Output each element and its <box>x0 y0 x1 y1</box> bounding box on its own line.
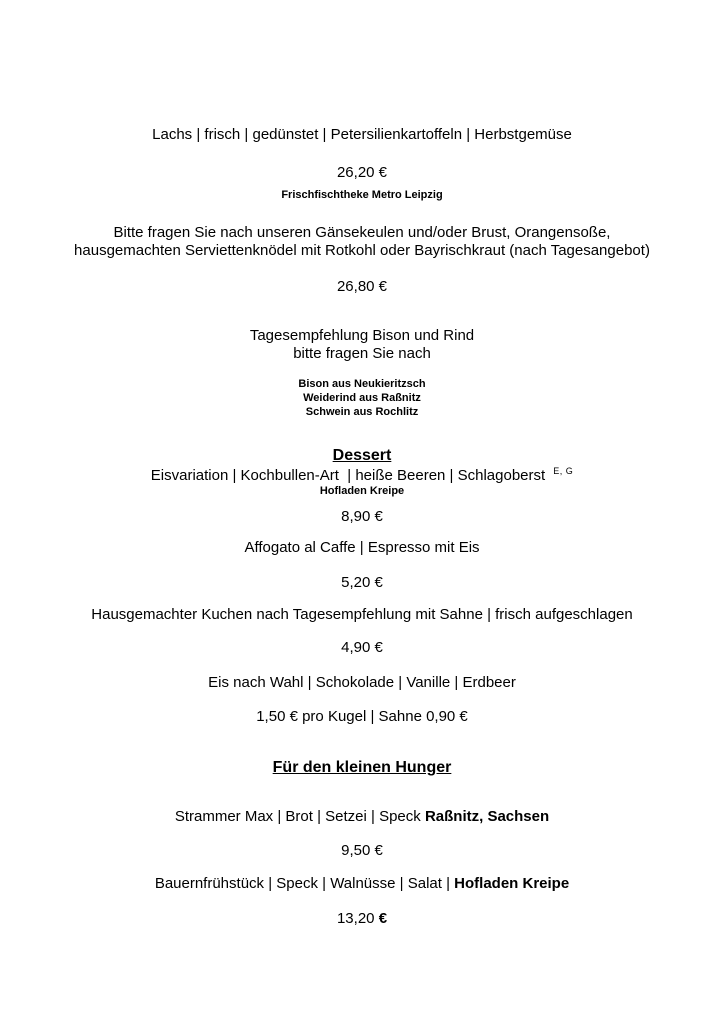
price-kuchen: 4,90 € <box>341 639 383 656</box>
price-lachs: 26,20 € <box>336 164 388 181</box>
dish-line-eisvariation <box>0 468 724 484</box>
dish-text: Strammer Max | Brot | Setzei | Speck <box>174 808 421 825</box>
dish-line-gaensekeulen <box>0 224 724 260</box>
dish-text-line2: hausgemachten Serviettenknödel mit Rotkohl oder Bayrischkraut (nach Tagesangebot) <box>74 242 650 259</box>
dish-text-bold: Raßnitz, Sachsen <box>424 808 550 825</box>
provenance-text-line3: Schwein aus Rochlitz <box>305 406 419 418</box>
price-eisvariation: 8,90 € <box>341 508 383 525</box>
dish-line-lachs: Lachs | frisch | gedünstet | Petersilienkartoffeln | Herbstgemüse <box>152 126 572 143</box>
dish-line-affogato: Affogato al Caffe | Espresso mit Eis <box>244 539 480 556</box>
price-gaensekeulen: 26,80 € <box>336 278 388 295</box>
dish-text-line1: Bitte fragen Sie nach unseren Gänsekeulen und/oder Brust, Orangensoße, <box>113 224 611 241</box>
dish-line-tagesempfehlung <box>0 327 724 363</box>
section-heading-kleiner-hunger: Für den kleinen Hunger <box>272 759 452 776</box>
dish-text-line1: Tagesempfehlung Bison und Rind <box>249 327 475 344</box>
dish-line-kuchen: Hausgemachter Kuchen nach Tagesempfehlung mit Sahne | frisch aufgeschlagen <box>91 606 633 623</box>
dish-line-eis: Eis nach Wahl | Schokolade | Vanille | Erdbeer <box>208 674 516 691</box>
section-heading-dessert: Dessert <box>332 447 392 464</box>
dish-text: Bauernfrühstück | Speck | Walnüsse | Salat | <box>154 875 450 892</box>
price-strammer-max: 9,50 € <box>341 842 383 859</box>
price-amount: 13,20 <box>336 910 375 927</box>
allergen-codes: E, G <box>553 466 574 476</box>
price-affogato: 5,20 € <box>341 574 383 591</box>
dish-line-bauernfruehstueck <box>0 875 724 893</box>
provenance-text-line1: Bison aus Neukieritzsch <box>298 378 426 390</box>
price-currency: € <box>378 910 388 927</box>
price-eis: 1,50 € pro Kugel | Sahne 0,90 € <box>256 708 468 725</box>
provenance-tagesempfehlung <box>0 377 724 419</box>
provenance-eisvariation: Hofladen Kreipe <box>319 485 405 497</box>
dish-text-bold: Hofladen Kreipe <box>454 875 570 892</box>
price-bauernfruehstueck <box>0 910 724 928</box>
provenance-text-line2: Weiderind aus Raßnitz <box>303 392 421 404</box>
dish-line-strammer-max <box>0 808 724 826</box>
dish-text: Eisvariation | Kochbullen-Art | heiße Beeren | Schlagoberst <box>150 467 546 484</box>
dish-text-line2: bitte fragen Sie nach <box>293 345 431 362</box>
provenance-lachs: Frischfischtheke Metro Leipzig <box>281 189 443 201</box>
